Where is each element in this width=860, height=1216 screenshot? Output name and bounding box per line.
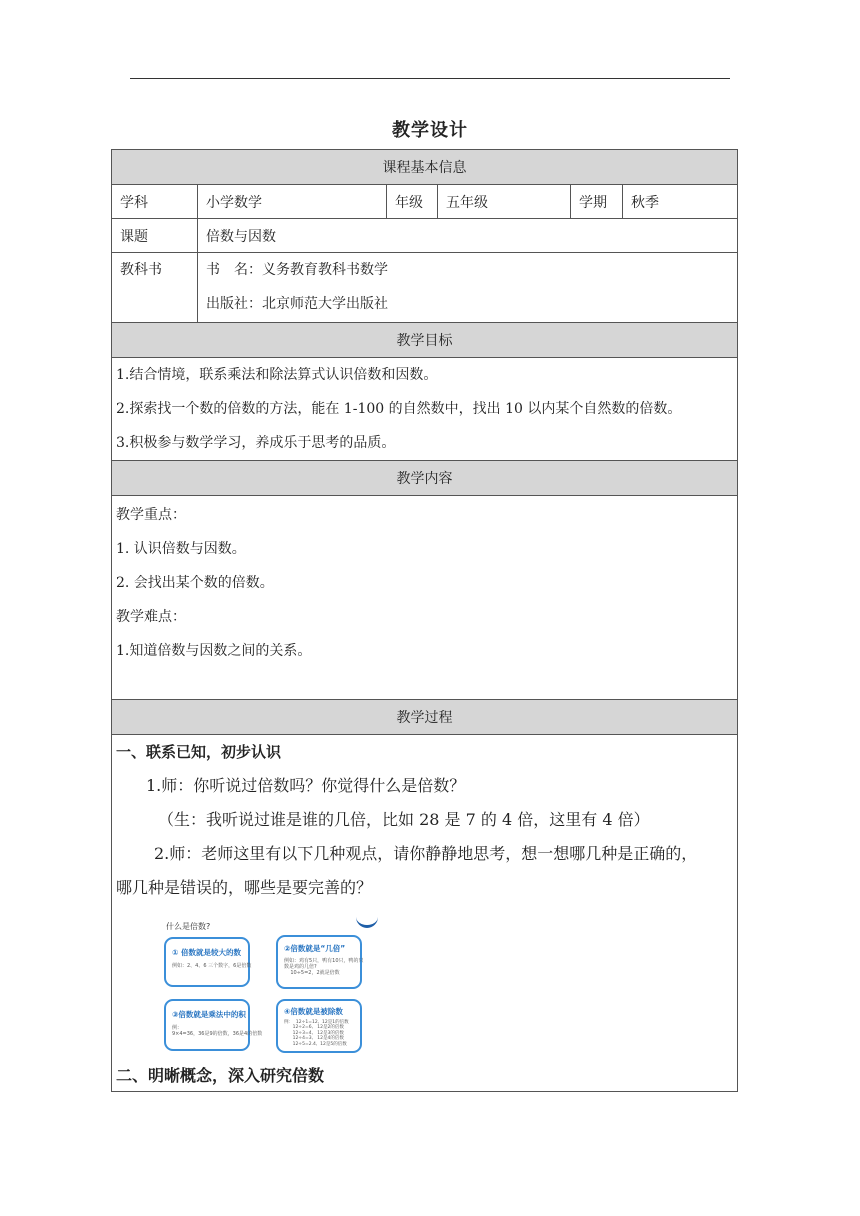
figure-title: 什么是倍数? (166, 922, 211, 931)
card-text: 例如：2、4、6 三个数字，6是倍数 (172, 963, 252, 969)
card-heading: ④倍数就是被除数 (284, 1007, 343, 1016)
subject-value: 小学数学 (198, 185, 387, 219)
term-value: 秋季 (623, 185, 738, 219)
topic-row (112, 219, 738, 253)
question-2-line1: 2.师：老师这里有以下几种观点，请你静静地思考，想一想哪几种是正确的， (154, 844, 698, 863)
document-title: 教学设计 (392, 120, 468, 141)
key-point-item: 1. 认识倍数与因数。 (116, 541, 246, 557)
card-text: 例如：鸡有5只，鸭有10只，鸭的只 数是鸡的几倍? 10÷5=2，2就是倍数 (284, 958, 364, 976)
difficult-points-label: 教学难点： (116, 609, 186, 625)
section-header-process: 教学过程 (112, 700, 738, 735)
what-is-multiple-figure (158, 917, 378, 1055)
goal-item: 1.结合情境，联系乘法和除法算式认识倍数和因数。 (116, 367, 438, 383)
goal-item: 3.积极参与数学学习，养成乐于思考的品质。 (116, 435, 396, 451)
concept-card (164, 937, 250, 987)
header-rule (130, 78, 730, 79)
card-heading: ③倍数就是乘法中的积 (172, 1010, 246, 1019)
question-1: 1.师：你听说过倍数吗？你觉得什么是倍数？ (146, 776, 466, 795)
concept-card (276, 999, 362, 1053)
grade-value: 五年级 (438, 185, 571, 219)
topic-label: 课题 (112, 219, 198, 253)
goal-item: 2.探索找一个数的倍数的方法，能在 1-100 的自然数中，找出 10 以内某个自然数的倍数。 (116, 401, 682, 417)
subject-label: 学科 (112, 185, 198, 219)
textbook-name: 书 名：义务教育教科书数学 (206, 262, 388, 278)
info-row (112, 185, 738, 219)
key-points-label: 教学重点： (116, 507, 186, 523)
card-heading: ① 倍数就是较大的数 (172, 948, 241, 957)
section-header-info: 课程基本信息 (112, 150, 738, 185)
difficult-point-item: 1.知道倍数与因数之间的关系。 (116, 643, 312, 659)
lesson-plan-table (111, 149, 738, 1092)
grade-label: 年级 (387, 185, 438, 219)
key-point-item: 2. 会找出某个数的倍数。 (116, 575, 274, 591)
concept-card (276, 935, 362, 989)
textbook-row (112, 253, 738, 323)
term-label: 学期 (571, 185, 623, 219)
card-heading: ②倍数就是“几倍” (284, 944, 346, 953)
part1-heading: 一、联系已知，初步认识 (116, 743, 282, 761)
answer-1: （生：我听说过谁是谁的几倍，比如 28 是 7 的 4 倍，这里有 4 倍） (158, 810, 650, 829)
card-text: 例： 12÷1=12, 12是1的倍数 12÷2=6, 12是2的倍数 12÷3=4, 12是3的倍数 12÷4=3, 12是4的倍数 12÷5=2.4, 12是5的倍数 (284, 1020, 349, 1047)
part2-heading: 二、明晰概念，深入研究倍数 (116, 1066, 325, 1085)
question-2-line2: 哪几种是错误的，哪些是要完善的？ (116, 878, 373, 897)
section-header-content: 教学内容 (112, 461, 738, 496)
topic-value: 倍数与因数 (198, 219, 738, 253)
card-text: 例： 9×4=36，36是9的倍数，36是4的倍数 (172, 1025, 263, 1037)
textbook-label: 教科书 (112, 253, 198, 323)
textbook-publisher: 出版社：北京师范大学出版社 (206, 296, 388, 312)
concept-card (164, 999, 263, 1051)
section-header-goals: 教学目标 (112, 323, 738, 358)
decor-swoosh (356, 917, 378, 928)
